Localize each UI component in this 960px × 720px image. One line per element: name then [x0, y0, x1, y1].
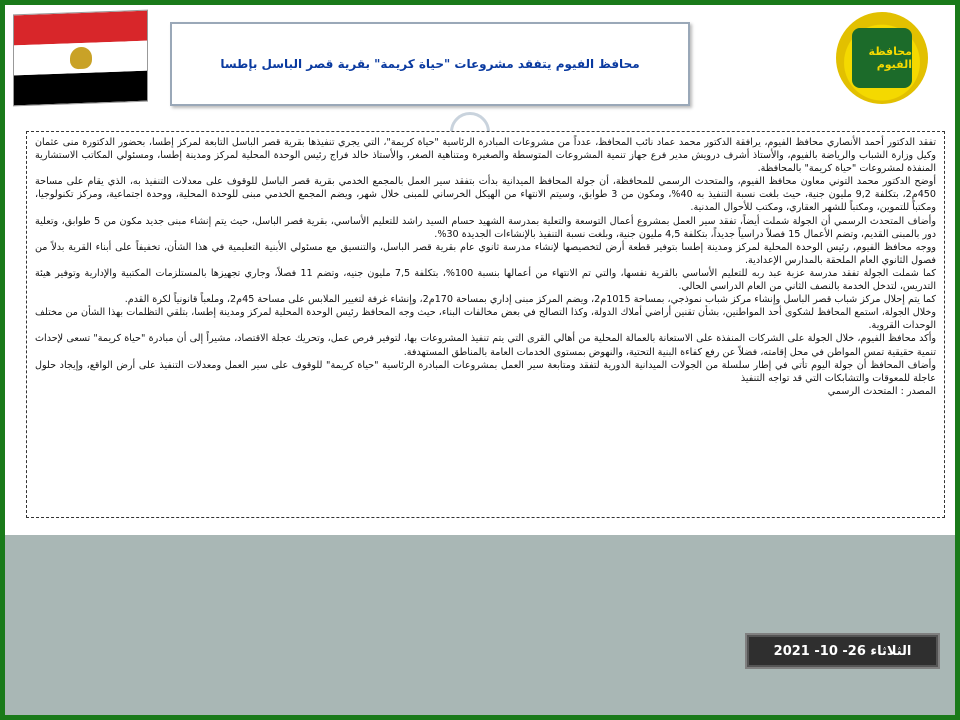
logo-text: محافظة الفيوم	[852, 28, 912, 88]
article-body	[26, 131, 945, 518]
paragraph: وأضاف المحافظ أن جولة اليوم تأتي في إطار سلسلة من الجولات الميدانية الدورية لتفقد ومتابعة سير العمل بمشروعات المبادرة الرئاسية "حياة كريمة" للوقوف على سير العمل ومعدلات التنفيذ على أرض الواقع، وإيجاد حلول عاجلة للمعوقات والتشابكات التي قد تواجه التنفيذ	[35, 359, 936, 384]
date-box	[745, 633, 940, 669]
egypt-flag-icon	[13, 10, 148, 107]
paragraph: وخلال الجولة، استمع المحافظ لشكوى أحد المواطنين، بشأن تقنين أراضي أملاك الدولة، وكذا التصالح في بعض مخالفات البناء، حيث وجه المحافظ رئيس الوحدة المحلية لمركز ومدينة إطسا، بتلقي التظلمات بهذا الشأن من مختلف الوحدات القروية.	[35, 307, 936, 332]
paragraph: تفقد الدكتور أحمد الأنصاري محافظ الفيوم، يرافقة الدكتور محمد عماد نائب المحافظ، عدداً من مشروعات المبادرة الرئاسية "حياة كريمة"، التي يجري تنفيذها بقرية قصر الباسل التابعة لمركز إطسا، بحضور الدكتورة منى عثمان وكيل وزارة الشباب والرياضة بالفيوم، والأستاذ أشرف درويش مدير فرع جهاز تنمية المشروعات المتوسطة والصغيرة ومتناهية الصغر، والأستاذ خالد فراج رئيس الوحدة المحلية لمركز ومدينة إطسا، ومسئولي المكاتب الاستشارية المنفذة لمشروعات "حياة كريمة" بالمحافظة.	[35, 137, 936, 175]
paragraph: وأكد محافظ الفيوم، خلال الجولة على الشركات المنفذة على الاستعانة بالعمالة المحلية من أهالي القرى التي يتم تنفيذ المشروعات بها، لتوفير فرص عمل، وتحريك عجلة الاقتصاد، مشيراً إلى أن مبادرة "حياة كريمة" تسعى لإحداث تنمية حقيقية تمس المواطن في محل إقامته، فضلاً عن رفع كفاءة البنية التحتية، والنهوض بمستوى الخدمات العامة بالمناطق المستهدفة.	[35, 333, 936, 358]
page-title: محافظ الفيوم يتفقد مشروعات "حياة كريمة" بقرية قصر الباسل بإطسا	[220, 57, 640, 71]
paragraph: كما شملت الجولة تفقد مدرسة عزبة عبد ربه للتعليم الأساسي بالقرية نفسها، والتي تم الانتهاء من أعمالها بنسبة 100%، بتكلفة 7,5 مليون جنيه، وتضم 11 فصلاً، وجاري تجهيزها بالمستلزمات المكتبية والإدارية وتوفير هيئة التدريس، لتدخل الخدمة بالنصف الثاني من العام الدراسي الحالي.	[35, 267, 936, 293]
source-line: المصدر : المتحدث الرسمي	[827, 385, 936, 397]
paragraph: ووجه محافظ الفيوم، رئيس الوحدة المحلية لمركز ومدينة إطسا بتوفير قطعة أرض لتخصيصها لإنشاء مدرسة ثانوي عام بقرية قصر الباسل، والتنسيق مع مسئولي الأبنية التعليمية في هذا الشأن، تخفيفاً على أبناء القرية بدلاً من فصول الثانوي العام الملحقة بالمدارس الإعدادية.	[35, 241, 936, 266]
paragraph: كما يتم إحلال مركز شباب قصر الباسل وإنشاء مركز شباب نموذجي، بمساحة 1015م2، ويضم المركز مبنى إداري بمساحة 170م2، وإنشاء غرفة لتغيير الملابس على مساحة 45م2، وملعباً قانونياً لكرة القدم.	[124, 294, 936, 306]
date-label: الثلاثاء 26- 10- 2021	[773, 643, 912, 659]
fayoum-governorate-logo	[836, 12, 928, 104]
paragraph: أوضح الدكتور محمد التوني معاون محافظ الفيوم، والمتحدث الرسمي للمحافظة، أن جولة المحافظ الميدانية بدأت بتفقد سير العمل بالمجمع الخدمي بقرية قصر الباسل للوقوف على معدلات التنفيذ به، الذي يقام على مساحة 450م2، بتكلفة 9,2 مليون جنية، حيث بلغت نسبة التنفيذ به 40%، ومكون من 3 طوابق، وسيتم الانتهاء من الهيكل الخرساني للمبنى خلال شهر، ويضم المجمع الخدمي مبنى للوحدة المحلية، ووحدة اجتماعية، ومركز تكنولوجيا، ومكتباً للتموين، ومكتباً للشهر العقاري، ومكتب للأحوال المدنية.	[35, 176, 937, 214]
bottom-panel	[5, 535, 955, 715]
paragraph: وأضاف المتحدث الرسمي أن الجولة شملت أيضاً، تفقد سير العمل بمشروع أعمال التوسعة والتعلية بمدرسة الشهيد حسام السيد راشد للتعليم الأساسي، بقرية قصر الباسل، حيث يتم إنشاء مبنى جديد مكون من 5 طوابق، وتعلية دور بالمبنى القديم، وتضم الأعمال 15 فصلاً دراسياً جديداً، بتكلفة 4,5 مليون جنية، وبلغت نسبة التنفيذ بالإنشاءات الجديدة 30%.	[35, 215, 936, 240]
title-box	[170, 22, 690, 106]
